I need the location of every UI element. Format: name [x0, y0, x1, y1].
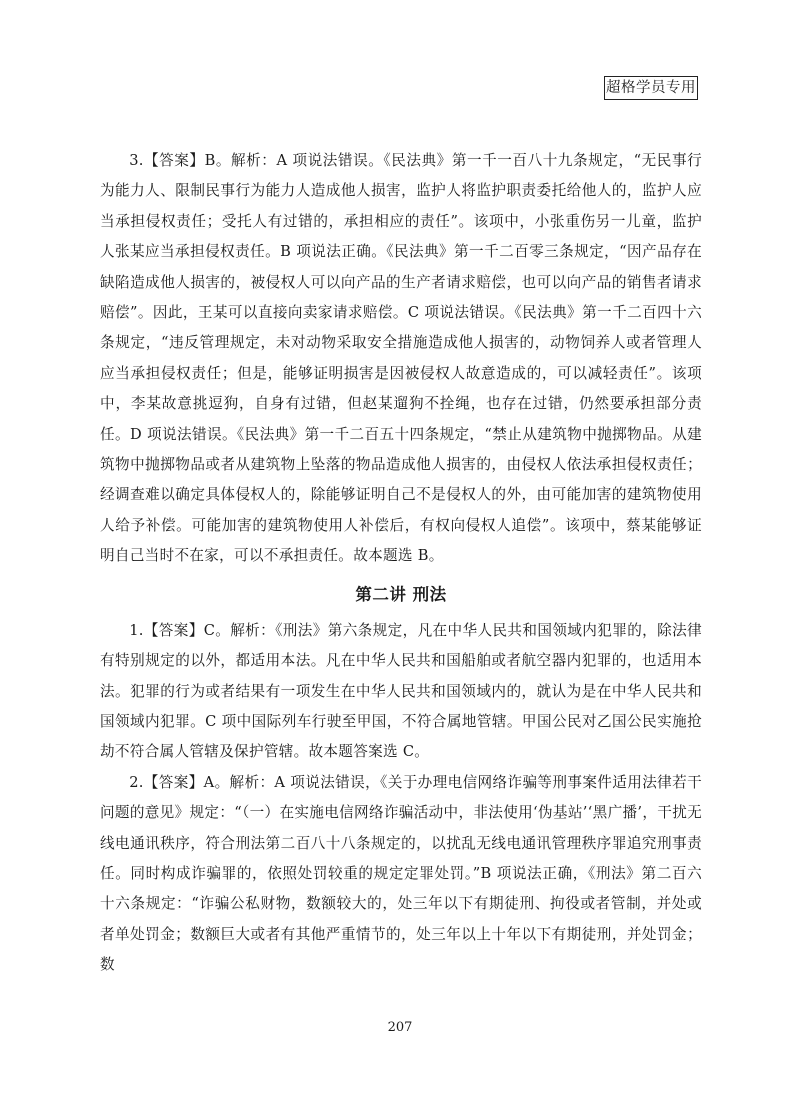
answer-paragraph-civil-3: 3.【答案】B。解析：A 项说法错误。《民法典》第一千一百八十九条规定，“无民事行为能力人、限制民事行为能力人造成他人损害，监护人将监护职责委托给他人的，监护人应当承担侵权责任；受托人有过错的，承担相应的责任”。该项中，小张重伤另一儿童，监护人张某应当承担侵权责任。B 项说法正确。《民法典》第一千二百零三条规定，“因产品存在缺陷造成他人损害的，被侵权人可以向产品的生产者请求赔偿，也可以向产品的销售者请求赔偿”。因此，王某可以直接向卖家请求赔偿。C 项说法错误。《民法典》第一千二百四十六条规定，“违反管理规定，未对动物采取安全措施造成他人损害的，动物饲养人或者管理人应当承担侵权责任；但是，能够证明损害是因被侵权人故意造成的，可以减轻责任”。该项中，李某故意挑逗狗，自身有过错，但赵某遛狗不拴绳，也存在过错，仍然要承担部分责任。D 项说法错误。《民法典》第一千二百五十四条规定，“禁止从建筑物中抛掷物品。从建筑物中抛掷物品或者从建筑物上坠落的物品造成他人损害的，由侵权人依法承担侵权责任；经调查难以确定具体侵权人的，除能够证明自己不是侵权人的外，由可能加害的建筑物使用人给予补偿。可能加害的建筑物使用人补偿后，有权向侵权人追偿”。该项中，蔡某能够证明自己当时不在家，可以不承担责任。故本题选 B。 — [100, 152, 702, 565]
answer-paragraph-criminal-1: 1.【答案】C。解析：《刑法》第六条规定，凡在中华人民共和国领域内犯罪的，除法律有特别规定的以外，都适用本法。凡在中华人民共和国船舶或者航空器内犯罪的，也适用本法。犯罪的行为或者结果有一项发生在中华人民共和国领域内的，就认为是在中华人民共和国领域内犯罪。C 项中国际列车行驶至甲国，不符合属地管辖。甲国公民对乙国公民实施抢劫不符合属人管辖及保护管辖。故本题答案选 C。 — [100, 621, 702, 761]
page-content — [100, 146, 702, 981]
header-badge: 超格学员专用 — [604, 76, 698, 100]
section-heading-criminal-law: 第二讲 刑法 — [355, 584, 447, 604]
answer-paragraph-criminal-2: 2.【答案】A。解析：A 项说法错误，《关于办理电信网络诈骗等刑事案件适用法律若干问题的意见》规定：“（一）在实施电信网络诈骗活动中，非法使用‘伪基站’‘黑广播’，干扰无线电通讯秩序，符合刑法第二百八十八条规定的，以扰乱无线电通讯管理秩序罪追究刑事责任。同时构成诈骗罪的，依照处罚较重的规定定罪处罚。”B 项说法正确，《刑法》第二百六十六条规定：“诈骗公私财物，数额较大的，处三年以下有期徒刑、拘役或者管制，并处或者单处罚金；数额巨大或者有其他严重情节的，处三年以上十年以下有期徒刑，并处罚金；数 — [100, 773, 702, 974]
page-number: 207 — [387, 1020, 413, 1035]
